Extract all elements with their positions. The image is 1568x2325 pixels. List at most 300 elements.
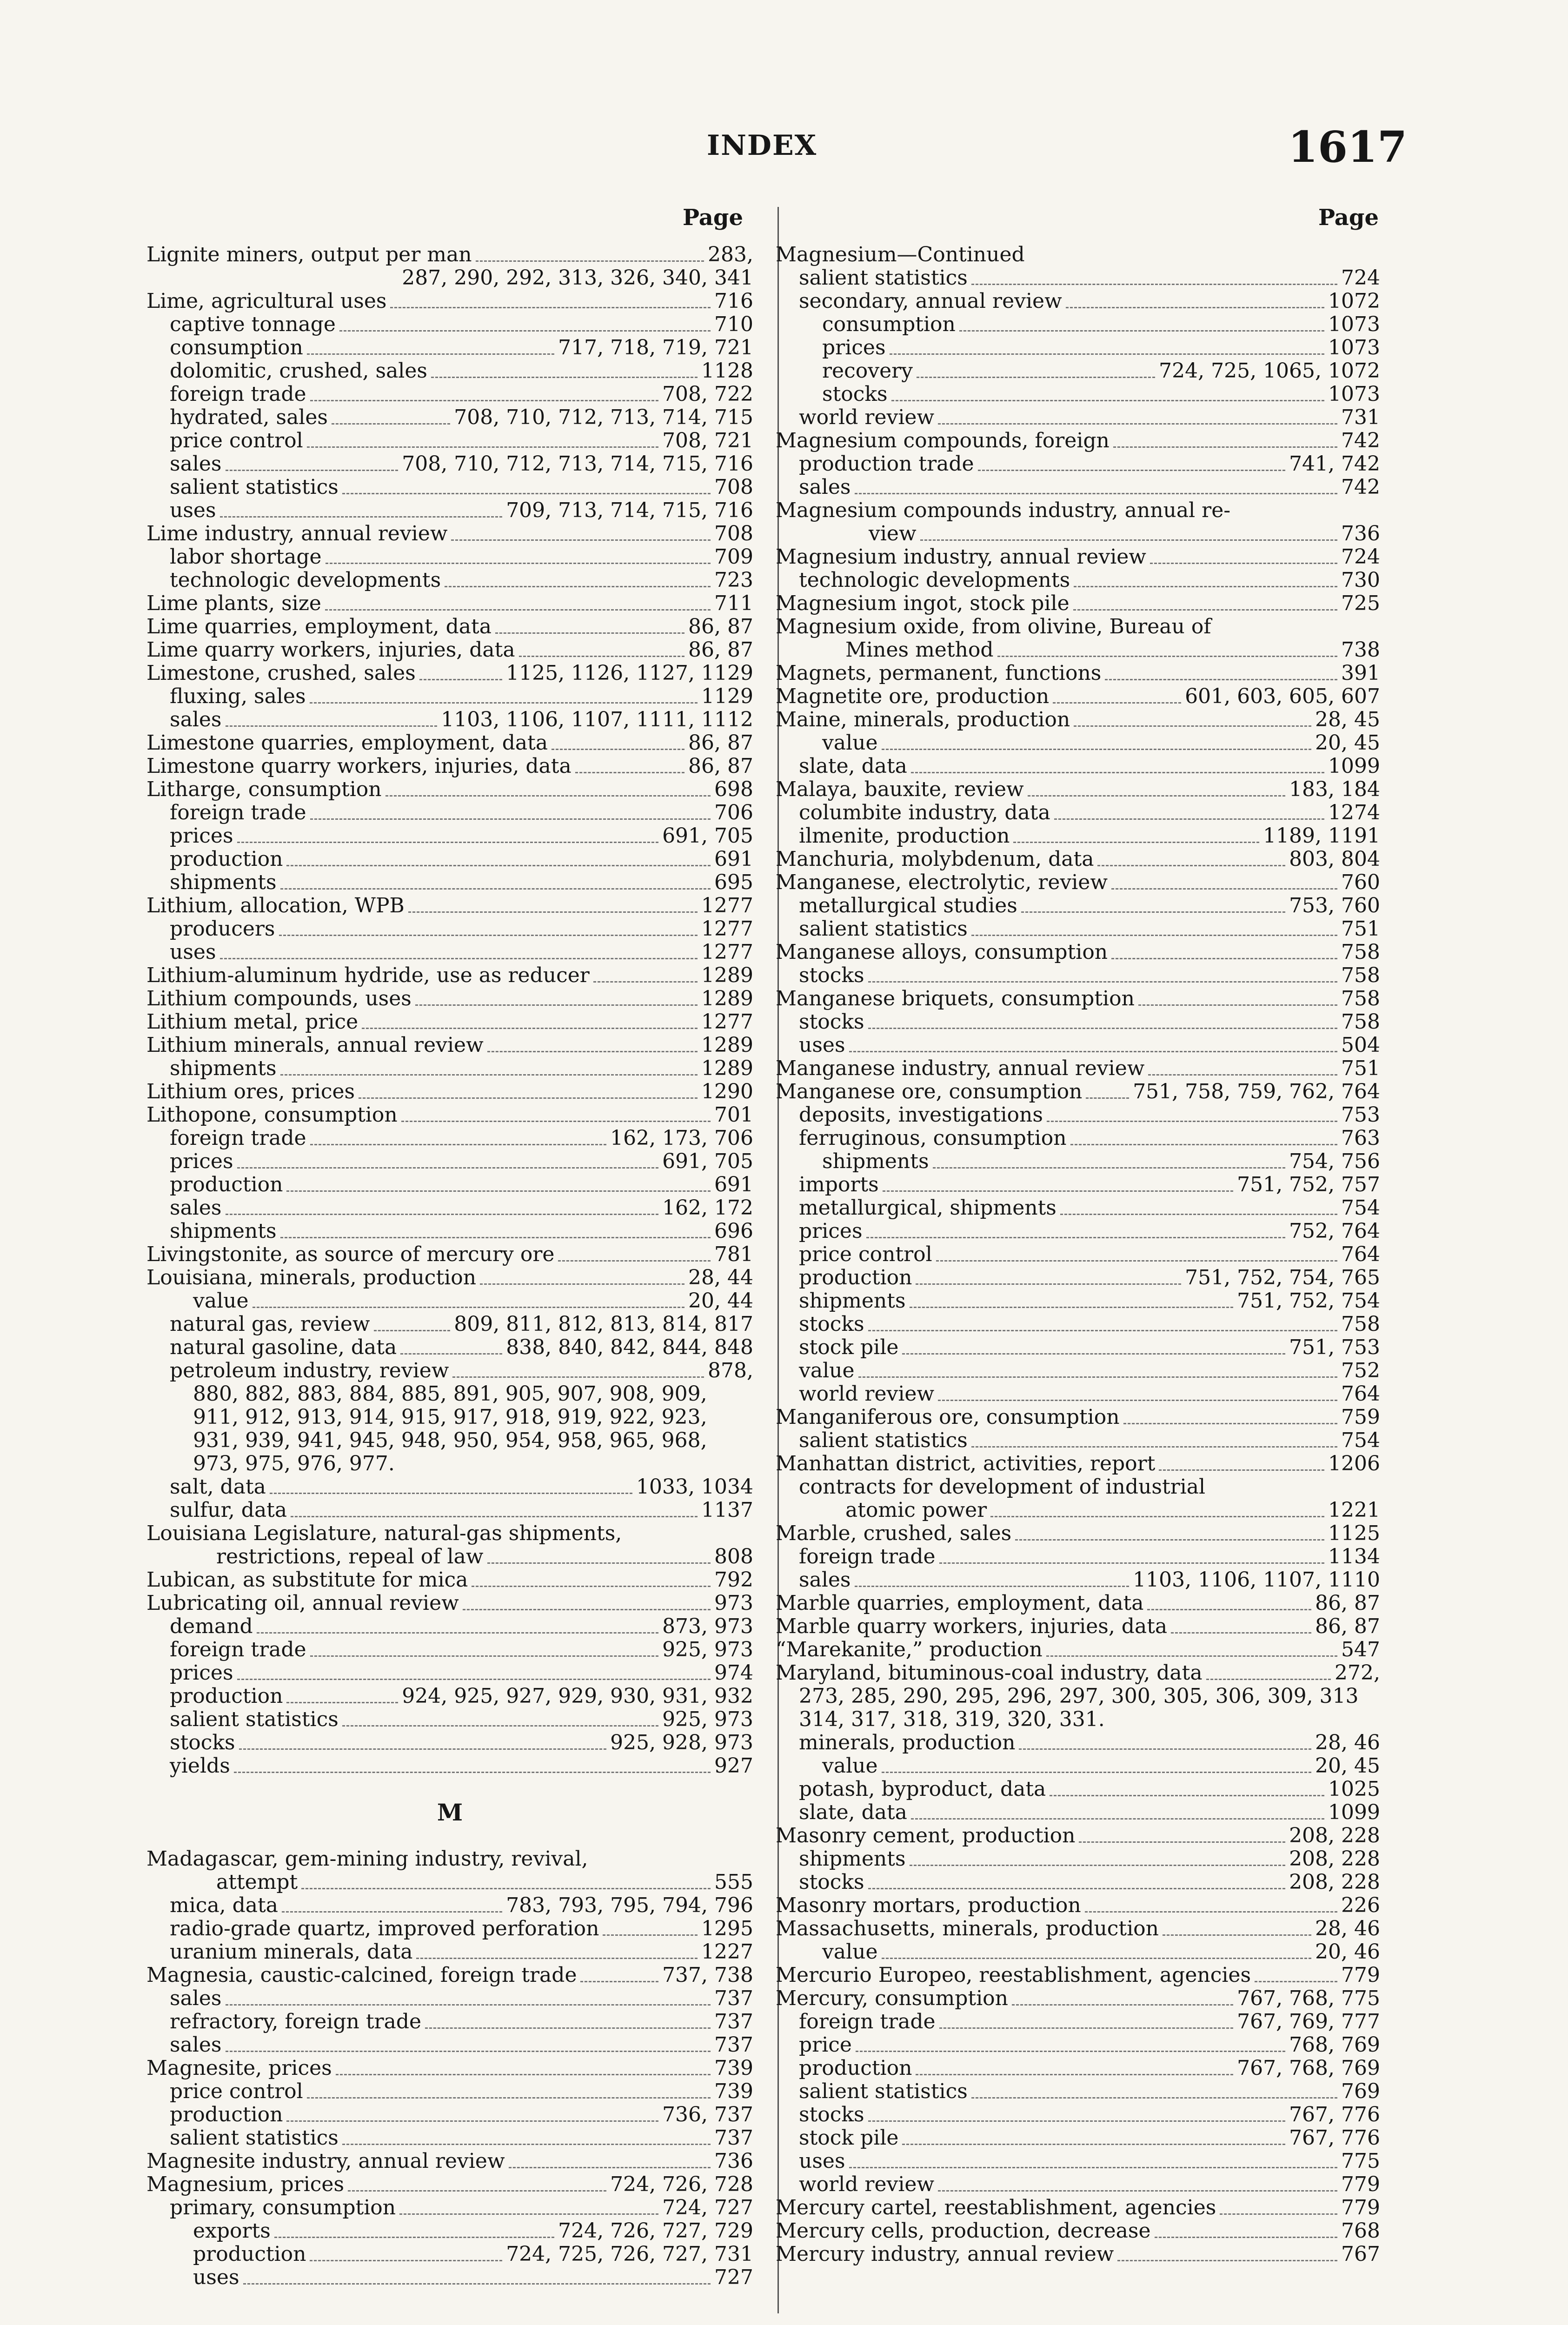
- right-index-entry: [776, 1243, 1380, 1266]
- entry-label: prices: [170, 1661, 233, 1685]
- left-index-entry: [146, 1615, 753, 1638]
- left-index-entry: [146, 313, 753, 336]
- entry-label: Magnesite industry, annual review: [146, 2149, 505, 2173]
- entry-page-refs: 1125, 1126, 1127, 1129: [506, 661, 753, 685]
- entry-page-refs: 162, 172: [662, 1196, 753, 1220]
- leader-dots: [339, 330, 711, 332]
- left-index-entry: [146, 731, 753, 755]
- entry-label: restrictions, repeal of law: [216, 1545, 484, 1568]
- entry-page-refs: 208, 228: [1289, 1824, 1380, 1847]
- right-index-entry: [776, 1452, 1380, 1475]
- entry-page-refs: 767, 769, 777: [1237, 2010, 1380, 2033]
- entry-label: Manganese ore, consumption: [776, 1080, 1083, 1103]
- entry-page-refs: 838, 840, 842, 844, 848: [506, 1335, 753, 1359]
- right-index-entry: [776, 452, 1380, 476]
- entry-page-refs: 86, 87: [1315, 1591, 1380, 1615]
- leader-dots: [933, 1167, 1286, 1169]
- entry-label: minerals, production: [799, 1731, 1016, 1754]
- leader-dots: [280, 1237, 711, 1238]
- right-index-entry: [776, 1127, 1380, 1150]
- leader-dots: [307, 353, 554, 355]
- entry-label: Lithium ores, prices: [146, 1080, 355, 1103]
- entry-label: slate, data: [799, 754, 907, 778]
- entry-page-refs: 701: [714, 1103, 753, 1127]
- left-index-entry: [146, 1522, 753, 1545]
- entry-page-refs: 226: [1341, 1893, 1380, 1917]
- entry-page-refs: 1137: [701, 1498, 753, 1522]
- entry-page-refs: 775: [1341, 2149, 1380, 2173]
- left-index-entry: [146, 1940, 753, 1964]
- entry-page-refs: 717, 718, 719, 721: [558, 336, 753, 359]
- entry-label: atomic power: [845, 1498, 987, 1522]
- leader-dots: [463, 1609, 711, 1610]
- entry-label: stocks: [799, 1870, 864, 1894]
- leader-dots: [1013, 842, 1259, 843]
- left-index-entry: [146, 1499, 753, 1522]
- left-column-page-label: Page: [683, 205, 744, 231]
- entry-page-refs: 555: [714, 1870, 753, 1894]
- right-index-entry: [776, 1034, 1380, 1057]
- leader-dots: [1220, 2213, 1337, 2215]
- leader-dots: [307, 446, 658, 448]
- entry-page-refs: 1125: [1328, 1521, 1380, 1545]
- entry-label: Limestone, crushed, sales: [146, 661, 416, 685]
- entry-text: Louisiana Legislature, natural-gas shipments,: [146, 1521, 622, 1545]
- left-index-entry: [146, 2219, 753, 2243]
- left-index-entry: [146, 476, 753, 499]
- leader-dots: [431, 377, 698, 378]
- entry-page-refs: 20, 45: [1315, 1754, 1380, 1778]
- left-index-entry: [146, 1661, 753, 1685]
- entry-page-refs: 781: [714, 1242, 753, 1266]
- leader-dots: [1150, 563, 1337, 564]
- leader-dots: [416, 1958, 698, 1959]
- left-index-entry: [146, 1545, 753, 1568]
- right-index-entry: [776, 1522, 1380, 1545]
- entry-label: potash, byproduct, data: [799, 1777, 1046, 1801]
- leader-dots: [307, 2097, 711, 2099]
- entry-page-refs: 767, 776: [1289, 2126, 1380, 2150]
- left-index-entry: [146, 545, 753, 569]
- leader-dots: [1113, 446, 1337, 448]
- right-index-entry: [776, 1661, 1380, 1685]
- entry-page-refs: 758: [1341, 1010, 1380, 1034]
- entry-label: prices: [822, 336, 886, 359]
- entry-label: prices: [170, 1149, 233, 1173]
- entry-page-refs: 767, 768, 775: [1237, 1986, 1380, 2010]
- entry-page-refs: 708: [714, 475, 753, 499]
- leader-dots: [252, 1307, 685, 1308]
- leader-dots: [286, 1702, 398, 1703]
- left-index-entry: [146, 1057, 753, 1080]
- leader-dots: [286, 2120, 658, 2122]
- entry-page-refs: 752: [1341, 1359, 1380, 1382]
- entry-page-refs: 1221: [1328, 1498, 1380, 1522]
- left-index-entry: [146, 2243, 753, 2266]
- entry-page-refs: 504: [1341, 1033, 1380, 1057]
- leader-dots: [911, 1818, 1324, 1820]
- right-index-entry: [776, 615, 1380, 638]
- right-column-page-label: Page: [1318, 205, 1379, 231]
- entry-page-refs: 272,: [1335, 1661, 1380, 1685]
- entry-page-refs: 925, 928, 973: [610, 1731, 753, 1754]
- entry-label: uses: [799, 2149, 845, 2173]
- leader-dots: [487, 1051, 698, 1052]
- leader-dots: [226, 725, 438, 727]
- entry-label: Manganese alloys, consumption: [776, 940, 1108, 964]
- entry-page-refs: 1290: [701, 1080, 753, 1103]
- right-index-entry: [776, 2196, 1380, 2219]
- leader-dots: [291, 1516, 698, 1517]
- entry-page-refs: 709, 713, 714, 715, 716: [506, 498, 753, 522]
- left-index-entry: [146, 2010, 753, 2033]
- left-index-entry: [146, 2126, 753, 2150]
- leader-dots: [971, 935, 1337, 936]
- leader-dots: [239, 1748, 606, 1750]
- right-index-entry: [776, 1685, 1380, 1708]
- leader-dots: [234, 1772, 711, 1773]
- left-index-entry: [146, 1150, 753, 1173]
- entry-label: columbite industry, data: [799, 801, 1050, 824]
- entry-page-refs: 925, 973: [662, 1707, 753, 1731]
- left-index-entry: [146, 1080, 753, 1103]
- leader-dots: [509, 2167, 711, 2168]
- left-index-entry: [146, 1475, 753, 1499]
- entry-label: labor shortage: [170, 545, 322, 569]
- left-index-entry: [146, 1964, 753, 1987]
- entry-page-refs: 736: [1341, 522, 1380, 545]
- entry-label: stocks: [822, 382, 888, 406]
- leader-dots: [997, 656, 1338, 657]
- entry-page-refs: 709: [714, 545, 753, 569]
- leader-dots: [1147, 1609, 1311, 1610]
- entry-page-refs: 724, 725, 726, 727, 731: [506, 2242, 753, 2266]
- left-index-entry: [146, 1638, 753, 1661]
- leader-dots: [415, 1004, 698, 1006]
- right-index-entry: [776, 941, 1380, 964]
- entry-label: Lithium minerals, annual review: [146, 1033, 484, 1057]
- right-index-entry: [776, 313, 1380, 336]
- entry-page-refs: 86, 87: [1315, 1614, 1380, 1638]
- left-index-entry: [146, 1406, 753, 1429]
- entry-label: natural gasoline, data: [170, 1335, 397, 1359]
- entry-label: Manhattan district, activities, report: [776, 1452, 1156, 1475]
- right-index-entry: [776, 824, 1380, 848]
- entry-page-refs: 1099: [1328, 754, 1380, 778]
- leader-dots: [310, 2260, 502, 2261]
- leader-dots: [274, 2237, 554, 2238]
- entry-label: radio-grade quartz, improved perforation: [170, 1917, 599, 1940]
- entry-page-refs: 1073: [1328, 382, 1380, 406]
- leader-dots: [575, 772, 684, 773]
- entry-label: salient statistics: [799, 266, 968, 290]
- entry-page-refs: 809, 811, 812, 813, 814, 817: [454, 1312, 753, 1336]
- entry-page-refs: 751: [1341, 1056, 1380, 1080]
- entry-page-refs: 86, 87: [688, 638, 753, 662]
- entry-label: Lubican, as substitute for mica: [146, 1568, 468, 1592]
- leader-dots: [855, 1586, 1129, 1587]
- leader-dots: [603, 1934, 698, 1936]
- left-index-entry: [146, 2266, 753, 2289]
- right-index-entry: [776, 708, 1380, 731]
- entry-label: Lime plants, size: [146, 591, 321, 615]
- entry-page-refs: 753: [1341, 1103, 1380, 1127]
- leader-dots: [1021, 911, 1285, 913]
- entry-label: stock pile: [799, 1335, 899, 1359]
- entry-page-refs: 779: [1341, 1963, 1380, 1987]
- entry-page-refs: 925, 973: [662, 1638, 753, 1661]
- left-index-entry: [146, 1871, 753, 1894]
- right-index-entry: [776, 266, 1380, 290]
- leader-dots: [1117, 2260, 1337, 2261]
- entry-page-refs: 1099: [1328, 1800, 1380, 1824]
- leader-dots: [959, 330, 1324, 332]
- left-index-entry: [146, 406, 753, 429]
- entry-page-refs: 1189, 1191: [1263, 824, 1380, 848]
- entry-page-refs: 736: [714, 2149, 753, 2173]
- leader-dots: [551, 749, 684, 750]
- entry-label: “Marekanite,” production: [776, 1638, 1043, 1661]
- left-index-entry: [146, 1313, 753, 1336]
- entry-page-refs: 1025: [1328, 1777, 1380, 1801]
- entry-page-refs: 698: [714, 777, 753, 801]
- entry-label: Louisiana, minerals, production: [146, 1266, 477, 1289]
- entry-label: value: [193, 1289, 249, 1313]
- entry-label: Magnetite ore, production: [776, 684, 1050, 708]
- entry-page-refs: 737, 738: [662, 1963, 753, 1987]
- entry-page-refs: 742: [1341, 429, 1380, 452]
- right-index-entry: [776, 848, 1380, 871]
- leader-dots: [1074, 586, 1337, 587]
- leader-dots: [226, 1214, 659, 1215]
- leader-dots: [325, 609, 711, 611]
- leader-dots: [332, 423, 450, 425]
- leader-dots: [385, 795, 711, 797]
- entry-page-refs: 287, 290, 292, 313, 326, 340, 341: [402, 266, 753, 290]
- right-index-entry: [776, 522, 1380, 545]
- leader-dots: [990, 1516, 1324, 1517]
- left-index-entry: [146, 429, 753, 452]
- entry-page-refs: 391: [1341, 661, 1380, 685]
- entry-page-refs: 547: [1341, 1638, 1380, 1661]
- entry-page-refs: 691: [714, 847, 753, 871]
- entry-page-refs: 808: [714, 1545, 753, 1568]
- entry-label: Lithium metal, price: [146, 1010, 359, 1034]
- leader-dots: [916, 2074, 1233, 2075]
- leader-dots: [902, 1353, 1285, 1355]
- right-index-entry: [776, 1801, 1380, 1824]
- index-column-left: [146, 243, 753, 2289]
- right-index-entry: [776, 2243, 1380, 2266]
- leader-dots: [1206, 1679, 1331, 1680]
- left-index-entry: [146, 1243, 753, 1266]
- entry-page-refs: 1033, 1034: [636, 1475, 753, 1499]
- leader-dots: [868, 1028, 1337, 1029]
- left-index-entry: [146, 1847, 753, 1871]
- left-index-entry: [146, 778, 753, 801]
- leader-dots: [866, 1237, 1286, 1238]
- right-index-entry: [776, 290, 1380, 313]
- entry-label: salient statistics: [170, 475, 339, 499]
- entry-page-refs: 758: [1341, 987, 1380, 1010]
- entry-label: foreign trade: [799, 2010, 936, 2033]
- entry-label: deposits, investigations: [799, 1103, 1043, 1127]
- left-index-entry: [146, 1429, 753, 1452]
- leader-dots: [390, 307, 711, 308]
- left-index-entry: [146, 1103, 753, 1127]
- entry-label: Limestone quarry workers, injuries, data: [146, 754, 571, 778]
- left-index-entry: [146, 1173, 753, 1196]
- leader-dots: [1163, 1934, 1311, 1936]
- entry-label: stock pile: [799, 2126, 899, 2150]
- entry-page-refs: 751, 752, 754: [1237, 1289, 1380, 1313]
- right-index-entry: [776, 406, 1380, 429]
- entry-label: Masonry cement, production: [776, 1824, 1076, 1847]
- right-index-entry: [776, 1615, 1380, 1638]
- entry-page-refs: 759: [1341, 1405, 1380, 1429]
- left-index-entry: [146, 1010, 753, 1034]
- leader-dots: [911, 772, 1324, 773]
- leader-dots: [342, 2144, 711, 2145]
- entry-page-refs: 754: [1341, 1428, 1380, 1452]
- left-index-entry: [146, 290, 753, 313]
- right-index-entry: [776, 1824, 1380, 1847]
- entry-label: shipments: [799, 1289, 906, 1313]
- leader-dots: [279, 935, 698, 936]
- right-index-entry: [776, 1731, 1380, 1754]
- leader-dots: [1097, 865, 1285, 866]
- entry-label: Lithopone, consumption: [146, 1103, 398, 1127]
- left-index-entry: [146, 569, 753, 592]
- leader-dots: [226, 2051, 711, 2052]
- right-index-entry: [776, 1057, 1380, 1080]
- right-index-entry: [776, 1103, 1380, 1127]
- entry-page-refs: 924, 925, 927, 929, 930, 931, 932: [402, 1684, 753, 1708]
- left-index-entry: [146, 987, 753, 1010]
- entry-page-refs: 769: [1341, 2079, 1380, 2103]
- left-index-entry: [146, 1452, 753, 1475]
- entry-label: Magnesite, prices: [146, 2056, 332, 2080]
- right-index-entry: [776, 1220, 1380, 1243]
- entry-label: Manganese briquets, consumption: [776, 987, 1135, 1010]
- entry-label: Magnesium, prices: [146, 2172, 345, 2196]
- left-index-entry: [146, 1289, 753, 1313]
- leader-dots: [445, 586, 711, 587]
- right-index-entry: [776, 1382, 1380, 1406]
- entry-label: Mines method: [845, 638, 994, 662]
- entry-page-refs: 752, 764: [1289, 1219, 1380, 1243]
- entry-label: Maine, minerals, production: [776, 708, 1070, 731]
- entry-page-refs: 754: [1341, 1196, 1380, 1220]
- left-index-entry: [146, 848, 753, 871]
- leader-dots: [858, 1376, 1337, 1378]
- right-index-entry: [776, 592, 1380, 615]
- index-column-right: [776, 243, 1380, 2266]
- leader-dots: [310, 400, 659, 401]
- right-index-entry: [776, 1545, 1380, 1568]
- right-index-entry: [776, 1010, 1380, 1034]
- right-index-entry: [776, 1568, 1380, 1592]
- entry-label: production: [170, 1684, 283, 1708]
- leader-dots: [408, 911, 698, 913]
- entry-label: Livingstonite, as source of mercury ore: [146, 1242, 555, 1266]
- right-index-entry: [776, 1266, 1380, 1289]
- leader-dots: [237, 1679, 711, 1680]
- entry-label: production: [170, 1173, 283, 1196]
- entry-page-refs: 1073: [1328, 336, 1380, 359]
- left-index-entry: [146, 917, 753, 941]
- entry-label: Manganiferous ore, consumption: [776, 1405, 1120, 1429]
- leader-dots: [939, 1562, 1324, 1564]
- leader-dots: [1047, 1121, 1337, 1122]
- entry-label: stocks: [170, 1731, 235, 1754]
- entry-label: shipments: [799, 1847, 906, 1871]
- entry-page-refs: 708, 710, 712, 713, 714, 715: [454, 405, 753, 429]
- left-index-entry: [146, 359, 753, 383]
- entry-page-refs: 724: [1341, 545, 1380, 569]
- leader-dots: [1019, 1748, 1311, 1750]
- left-index-entry: [146, 1220, 753, 1243]
- entry-page-refs: 973: [714, 1591, 753, 1615]
- left-index-entry: [146, 2057, 753, 2080]
- entry-text: 273, 285, 290, 295, 296, 297, 300, 305, 306, 309, 313: [799, 1684, 1359, 1708]
- left-index-entry: [146, 522, 753, 545]
- entry-text: 931, 939, 941, 945, 948, 950, 954, 958, 965, 968,: [193, 1428, 707, 1452]
- entry-label: salient statistics: [799, 2079, 968, 2103]
- entry-label: Mercury cells, production, decrease: [776, 2219, 1151, 2243]
- entry-label: shipments: [170, 870, 277, 894]
- right-index-entry: [776, 1940, 1380, 1964]
- entry-label: world review: [799, 2172, 935, 2196]
- entry-text: Magnesium oxide, from olivine, Bureau of: [776, 615, 1211, 638]
- entry-page-refs: 779: [1341, 2196, 1380, 2219]
- entry-page-refs: 696: [714, 1219, 753, 1243]
- entry-page-refs: 738: [1341, 638, 1380, 662]
- entry-page-refs: 1295: [701, 1917, 753, 1940]
- leader-dots: [902, 2144, 1285, 2145]
- entry-label: secondary, annual review: [799, 289, 1062, 313]
- leader-dots: [1054, 818, 1324, 820]
- left-index-entry: [146, 964, 753, 987]
- entry-page-refs: 758: [1341, 963, 1380, 987]
- entry-page-refs: 753, 760: [1289, 894, 1380, 917]
- entry-label: refractory, foreign trade: [170, 2010, 422, 2033]
- entry-page-refs: 28, 46: [1315, 1731, 1380, 1754]
- right-index-entry: [776, 964, 1380, 987]
- leader-dots: [593, 981, 698, 983]
- leader-dots: [1046, 1655, 1337, 1657]
- right-index-entry: [776, 1638, 1380, 1661]
- entry-label: dolomitic, crushed, sales: [170, 359, 427, 383]
- entry-label: Marble, crushed, sales: [776, 1521, 1012, 1545]
- entry-label: uses: [170, 940, 216, 964]
- entry-label: salient statistics: [799, 1428, 968, 1452]
- entry-label: production: [799, 2056, 912, 2080]
- entry-label: production: [193, 2242, 306, 2266]
- leader-dots: [1066, 307, 1324, 308]
- entry-label: uses: [799, 1033, 845, 1057]
- entry-page-refs: 86, 87: [688, 615, 753, 638]
- left-index-entry: [146, 1127, 753, 1150]
- left-index-entry: [146, 1359, 753, 1382]
- entry-label: production: [170, 847, 283, 871]
- entry-page-refs: 20, 44: [688, 1289, 753, 1313]
- entry-label: Marble quarries, employment, data: [776, 1591, 1144, 1615]
- right-index-entry: [776, 1708, 1380, 1731]
- right-index-entry: [776, 1871, 1380, 1894]
- leader-dots: [310, 702, 698, 704]
- leader-dots: [1050, 1795, 1324, 1796]
